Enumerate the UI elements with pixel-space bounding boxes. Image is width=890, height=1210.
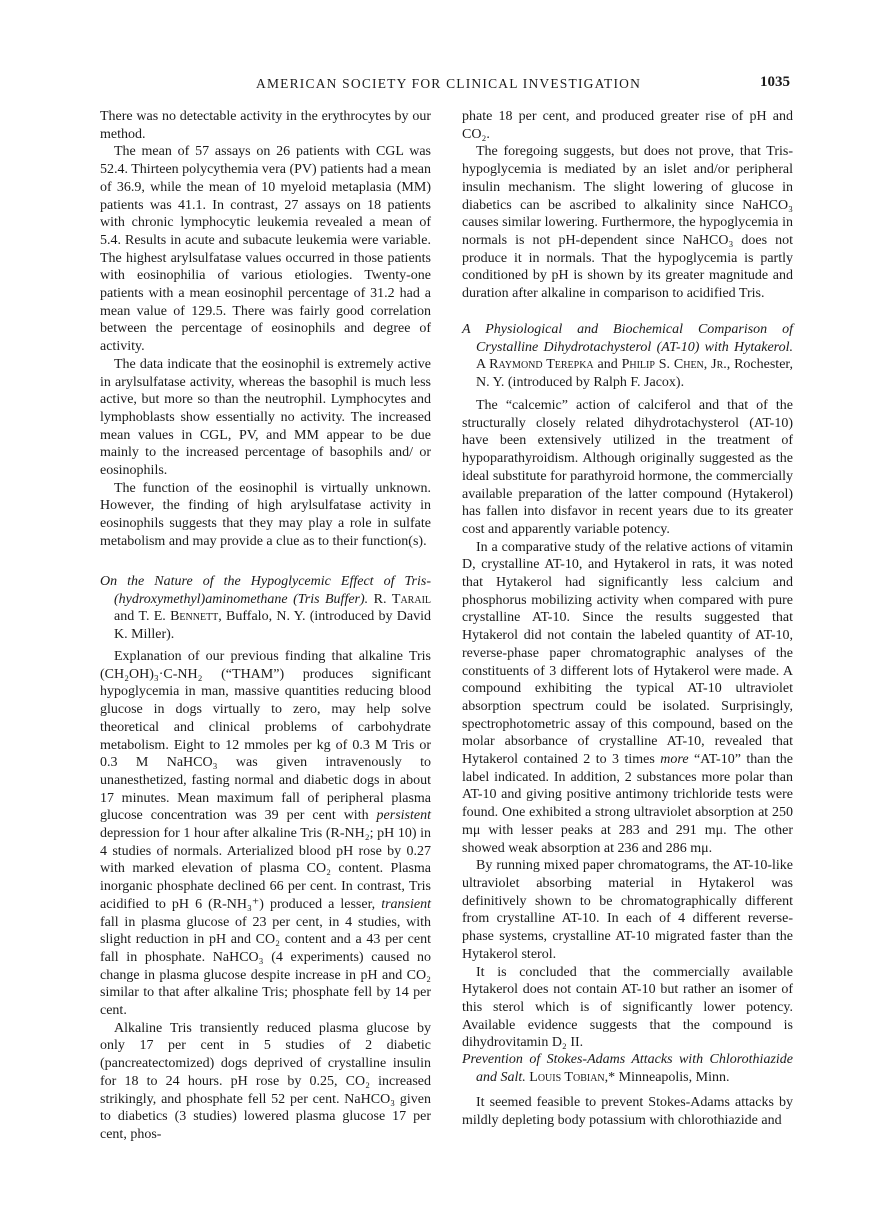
paragraph: The foregoing suggests, but does not prove, that Tris-hypoglycemia is mediated by an islet and/or peripheral insulin mechanism. The slight lowering of glucose in diabetics can be ascribed to alkalinity since NaHCO₃ causes similar lowering. Furthermore, the hypoglycemia in normals is not pH-dependent since NaHCO₃ does not produce it in normals. That the hypoglycemia is partly conditioned by pH is shown by its greater magnitude and duration after alkaline in comparison to acidified Tris. — [462, 144, 793, 302]
article-title: Prevention of Stokes-Adams Attacks with Chlorothiazide and Salt. — [462, 1052, 793, 1085]
paragraph — [462, 539, 793, 858]
article-title-block — [100, 573, 431, 644]
text-run: depression for 1 hour after alkaline Tris (R-NH₂; pH 10) in 4 studies of normals. Arterialized blood pH rose by 0.27 with marked elevation of plasma CO₂ content. Plasma inorganic phosphate declined 66 per cent. In contrast, Tris acidified to pH 6 (R-NH₃⁺) produced a lesser, — [100, 826, 431, 912]
article-at10-body — [462, 397, 793, 1052]
text-run: “AT-10” than the label indicated. In addition, 2 substances more polar than AT-10 and giving positive antimony trichloride tests were found. One exhibited a strong ultraviolet absorption at 250 mμ with lesser peaks at 283 and 291 mμ. The other showed weak absorption at 236 and 286 mμ. — [462, 752, 793, 856]
article-title-block — [462, 321, 793, 392]
author-name: Tarail — [391, 591, 432, 607]
affiliation: , Buffalo, N. Y. (introduced by David K. Miller). — [114, 609, 432, 643]
author-initial: R. — [373, 591, 387, 607]
paragraph: It seemed feasible to prevent Stokes-Adams attacks by mildly depleting body potassium with chlorothiazide and — [462, 1095, 793, 1128]
paragraph: The data indicate that the eosinophil is extremely active in arylsulfatase activity, whereas the basophil is much less active, but more so than the neutrophil. Lymphocytes and lymphoblasts show essentially no activity. The increased mean values in CGL, PV, and MM appear to be due mainly to the increased percentage of basophils and/ or eosinophils. — [100, 356, 431, 479]
conjunction: and — [597, 357, 618, 373]
paragraph: The function of the eosinophil is virtually unknown. However, the finding of high arylsulfatase activity in eosinophils suggests that they may play a role in sulfate metabolism and may provide a clue as to their function(s). — [100, 480, 431, 549]
text-run: Explanation of our previous finding that alkaline Tris (CH₂OH)₃·C-NH₂ (“THAM”) produces significant hypoglycemia in man, massive quantities reducing blood glucose in dogs virtually to zero, may help solve theoretical and clinical problems of carbohydrate metabolism. Eight to 12 mmoles per kg of 0.3 M Tris or 0.3 M NaHCO₃ was given intravenously to unanesthetized, fasting normal and diabetic dogs in about 17 minutes. Mean maximum fall of peripheral plasma glucose concentration was 39 per cent with — [100, 649, 431, 824]
article-title-paren: (Tris Buffer). — [293, 591, 369, 607]
paragraph: Alkaline Tris transiently reduced plasma glucose by only 17 per cent in 5 studies of 2 diabetic (pancreatectomized) dogs deprived of crystalline insulin for 18 to 24 hours. pH rose by 0.25, CO₂ increased strikingly, and phosphate fell 52 per cent. NaHCO₃ given to diabetics (3 studies) lowered plasma glucose 17 per cent, phos- — [100, 1020, 431, 1142]
article-title: A Physiological and Biochemical Comparison of Crystalline Dihydrotachysterol (AT-10) with Hytakerol. — [462, 322, 793, 355]
article-title-block — [462, 1051, 793, 1086]
article-tris-heading — [100, 573, 431, 644]
article-stokes-adams-body — [462, 1094, 793, 1129]
paragraph: By running mixed paper chromatograms, the AT-10-like ultraviolet absorbing material in Hytakerol was definitively shown to be chromatographically different from crystalline AT-10. In each of 4 different reverse-phase systems, crystalline AT-10 migrated faster than the Hytakerol sterol. — [462, 858, 793, 962]
running-header: AMERICAN SOCIETY FOR CLINICAL INVESTIGATION — [256, 76, 642, 91]
paragraph: phate 18 per cent, and produced greater rise of pH and CO₂. — [462, 109, 793, 142]
page-number: 1035 — [760, 74, 790, 90]
emphasis: persistent — [376, 808, 431, 824]
text-run: fall in plasma glucose of 23 per cent, in 4 studies, with slight reduction in pH and CO₂ content and a 43 per cent fall in phosphate. NaHCO₃ (4 experiments) caused no change in plasma glucose despite increase in pH and CO₂ similar to that after alkaline Tris; phosphate fell by 14 per cent. — [100, 914, 431, 1019]
emphasis: more — [660, 752, 689, 768]
article-stokes-adams-heading — [462, 1051, 793, 1086]
conjunction: and — [114, 609, 135, 625]
left-column-continuation — [100, 108, 431, 551]
emphasis: transient — [381, 896, 431, 912]
article-at10-heading — [462, 321, 793, 392]
article-tris-body — [100, 648, 431, 1144]
author-name: Louis Tobian,* — [529, 1069, 616, 1085]
text-run: In a comparative study of the relative actions of vitamin D, crystalline AT-10, and Hytakerol in rats, it was noted that Hytakerol had significantly less calcium and phosphorus mobilizing activity when compared with pure crystalline AT-10. Since the results suggested that Hytakerol did not contain the labeled quantity of AT-10, reverse-phase paper chromatographic analyses of the constituents of 3 different lots of Hytakerol were made. A compound exhibiting the typical AT-10 ultraviolet absorption spectrum could be isolated. Surprisingly, spectrophotometric assay of this compound, based on the molar absorbance of crystalline AT-10, revealed that Hytakerol contained 2 to 3 times — [462, 539, 793, 768]
paragraph: It is concluded that the commercially available Hytakerol does not contain AT-10 but rather an isomer of this sterol which is of significantly lower potency. Available evidence suggests that the compound is dihydrovitamin D₂ II. — [462, 964, 793, 1051]
author-name: Philip S. Chen, Jr. — [621, 357, 727, 373]
affiliation: , Rochester, N. Y. (introduced by Ralph F. Jacox). — [476, 357, 794, 391]
right-column-continuation — [462, 108, 793, 303]
article-title: On the Nature of the Hypoglycemic Effect of Tris-(hydroxymethyl)aminomethane — [100, 574, 431, 607]
paragraph — [100, 648, 431, 1020]
affiliation: Minneapolis, Minn. — [615, 1069, 730, 1085]
paragraph: The “calcemic” action of calciferol and that of the structurally closely related dihydrotachysterol (AT-10) have been extensively utilized in the treatment of hypoparathyroidism. Although originally suggested as the ideal substitute for parathyroid hormone, the commercially available preparation of the latter compound (Hytakerol) has fallen into disfavor in recent years due to its greater cost and apparently variable potency. — [462, 398, 793, 537]
author-name: A Raymond Terepka — [476, 357, 594, 373]
author-name: T. E. Bennett — [138, 609, 219, 625]
paragraph: There was no detectable activity in the erythrocytes by our method. — [100, 109, 431, 142]
paragraph: The mean of 57 assays on 26 patients with CGL was 52.4. Thirteen polycythemia vera (PV) patients had a mean of 36.9, while the mean of 10 myeloid metaplasia (MM) patients was 41.1. In contrast, 27 assays on 18 patients with chronic lymphocytic leukemia revealed a mean of 5.4. Results in acute and subacute leukemia were variable. The highest arylsulfatase values occurred in those patients with eosinophilia of various etiologies. Twenty-one patients with a mean eosinophil percentage of 31.2 had a mean value of 129.5. There was fairly good correlation between the percentage of eosinophils and degree of activity. — [100, 144, 431, 355]
